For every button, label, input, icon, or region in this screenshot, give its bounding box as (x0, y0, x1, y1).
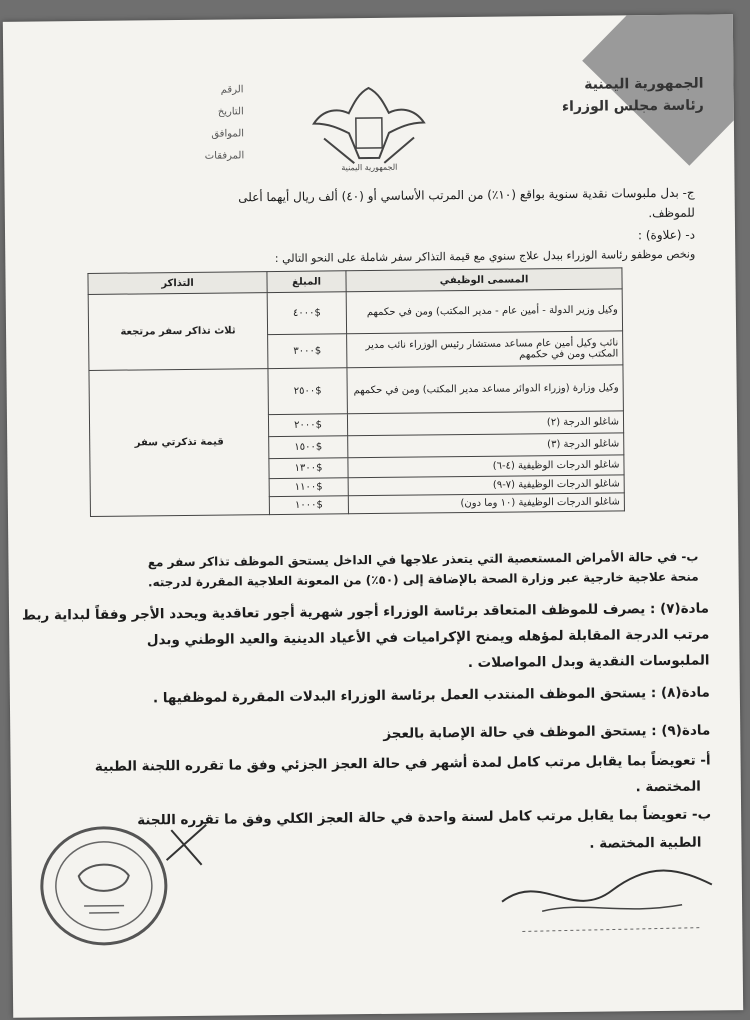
job-title-cell: شاغلو الدرجات الوظيفية (٧-٩) (348, 475, 624, 496)
paragraph-d: د- (علاوة) : (637, 227, 696, 243)
amount-cell: $١٣٠٠ (269, 458, 348, 479)
header-amount: المبلغ (267, 271, 346, 293)
table-row (88, 289, 622, 337)
org-line-1: الجمهورية اليمنية (584, 75, 704, 93)
article-9-a-line-1: أ- تعويضاً بما يقابل مرتب كامل لمدة أشهر في حالة العجز الجزئي وفق ما تقرره اللجنة الطبية (94, 752, 711, 775)
ref-number-label: الرقم (220, 84, 244, 96)
amount-cell: $١٥٠٠ (269, 436, 348, 459)
body-b-line-1: ب- في حالة الأمراض المستعصية التي يتعذر علاجها في الداخل يستحق الموظف تذاكر سفر مع (147, 549, 699, 570)
document-page (3, 14, 743, 1018)
paragraph-c: ج- بدل ملبوسات نقدية سنوية بواقع (١٠٪) من المرتب الأساسي أو (٤٠) ألف ريال أيهما أعلى (238, 185, 695, 205)
article-9-b-line-1: ب- تعويضاً بما يقابل مرتب كامل لسنة واحدة في حالة العجز الكلي وفق ما تقرره اللجنة (137, 806, 712, 829)
header-tickets: التذاكر (88, 272, 267, 295)
eagle-emblem-icon (303, 77, 434, 173)
amount-cell: $٢٥٠٠ (268, 368, 347, 415)
job-title-cell: شاغلو الدرجة (٣) (348, 433, 624, 458)
ref-corresponding-label: الموافق (211, 128, 245, 140)
table-row (89, 365, 623, 417)
signature-icon (482, 849, 723, 942)
article-9-b-line-2: الطبية المختصة . (589, 834, 702, 852)
article-7-line-2: مرتب الدرجة المقابلة لمؤهله ويمنح الإكراميات في الأعياد الدينية والعيد الوطني وبدل (146, 626, 710, 649)
article-8: مادة(٨) : يستحق الموظف المنتدب العمل برئاسة الوزراء البدلات المقررة لموظفيها . (152, 684, 710, 707)
org-line-2: رئاسة مجلس الوزراء (561, 97, 704, 115)
job-title-cell: شاغلو الدرجات الوظيفية (١٠ وما دون) (348, 493, 624, 514)
amount-cell: $٣٠٠٠ (268, 334, 347, 369)
svg-text:الجمهورية اليمنية: الجمهورية اليمنية (341, 162, 398, 173)
reference-labels (153, 79, 244, 168)
tickets-group-1: ثلاث تذاكر سفر مرتجعة (88, 293, 268, 371)
tickets-group-2: قيمة تذكرتي سفر (89, 369, 270, 517)
ref-attachments-label: المرفقات (204, 150, 245, 162)
amount-cell: $٢٠٠٠ (268, 414, 347, 437)
job-title-cell: نائب وكيل أمين عام مساعد مستشار رئيس الوزراء نائب مدير المكتب ومن في حكمهم (347, 331, 623, 368)
ref-date-label: التاريخ (217, 106, 244, 118)
letterhead (503, 73, 703, 119)
job-title-cell: وكيل وزير الدولة - أمين عام - مدير المكتب) ومن في حكمهم (346, 289, 622, 334)
job-title-cell: شاغلو الدرجات الوظيفية (٤-٦) (348, 455, 624, 478)
official-seal-icon (33, 820, 174, 951)
amount-cell: $٤٠٠٠ (267, 292, 346, 335)
amount-cell: $١١٠٠ (269, 478, 348, 497)
article-7-line-1: مادة(٧) : يصرف للموظف المتعاقد برئاسة الوزراء أجور شهرية أجور تعاقدية ويحدد الأجر وفقاً لبداية ربط (21, 600, 710, 624)
article-7-line-3: الملبوسات النقدية وبدل المواصلات . (467, 652, 710, 672)
handwritten-mark-icon (161, 820, 212, 871)
job-title-cell: وكيل وزارة (وزراء الدوائر مساعد مدير المكتب) ومن في حكمهم (347, 365, 623, 414)
body-b-line-2: منحة علاجية خارجية عبر وزارة الصحة بالإضافة إلى (٥٠٪) من المعونة العلاجية المقررة لدرجته. (147, 569, 699, 590)
table-intro: ونخص موظفو رئاسة الوزراء ببدل علاج سنوي مع قيمة التذاكر سفر شاملة على النحو التالي : (274, 247, 696, 266)
paragraph-c-cont: للموظف. (648, 205, 695, 221)
allowance-table (87, 267, 625, 517)
article-9: مادة(٩) : يستحق الموظف في حالة الإصابة بالعجز (383, 722, 711, 742)
amount-cell: $١٠٠٠ (269, 496, 348, 515)
job-title-cell: شاغلو الدرجة (٢) (347, 411, 623, 436)
header-job-title: المسمى الوظيفي (346, 268, 622, 292)
article-9-a-line-2: المختصة . (635, 778, 701, 796)
